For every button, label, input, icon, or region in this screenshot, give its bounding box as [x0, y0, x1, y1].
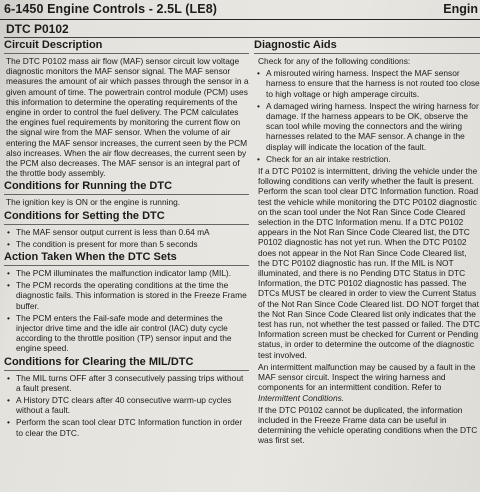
left-column — [4, 38, 249, 440]
conditions-clearing-heading: Conditions for Clearing the MIL/DTC — [4, 356, 249, 371]
action-taken-heading: Action Taken When the DTC Sets — [4, 251, 249, 266]
bullet-icon: • — [7, 226, 10, 237]
bullet-icon: • — [257, 100, 260, 111]
bullet-icon: • — [7, 372, 10, 383]
diagnostic-aids-intro: Check for any of the following conditions: — [258, 56, 411, 66]
diagnostic-aids-list — [254, 68, 480, 164]
circuit-description-text: The DTC P0102 mass air flow (MAF) sensor circuit low voltage diagnostic monitors the MAF sensor signal. The MAF sensor measures the amount of air which passes through the sensor in a given amount of time. The powertrain control module (PCM) uses this information to determine the operating requirements of the engine in order to control the fuel delivery. The PCM calculates the engines fuel requirements by monitoring the current flow on the signal wire from the MAF sensor. When the volume of air entering the MAF sensor increases, the current seen by the PCM also increases. When the air flow decreases, the current seen by the PCM also decreases. The MAF sensor is an integral part of the throttle body assembly. — [6, 56, 249, 179]
header-right-title: Engin — [443, 2, 478, 16]
list-item: • The MIL turns OFF after 3 consecutively passing trips without a fault present. — [7, 372, 244, 393]
right-column — [254, 38, 480, 448]
intermittent-fault-paragraph: An intermittent malfunction may be caused by a fault in the MAF sensor circuit. Inspect the wiring harness and components for an intermittent condition. Refer to Intermittent Conditions. — [258, 361, 476, 403]
conditions-setting-heading: Conditions for Setting the DTC — [4, 210, 249, 225]
bullet-icon: • — [257, 153, 260, 164]
diagnostic-aids-heading: Diagnostic Aids — [254, 39, 480, 54]
list-item: • The condition is present for more than 5 seconds — [7, 238, 198, 249]
list-item: • Perform the scan tool clear DTC Information function in order to clear the DTC. — [7, 417, 243, 438]
conditions-running-text: The ignition key is ON or the engine is running. — [6, 197, 181, 208]
list-item: • The PCM records the operating conditions at the time the diagnostic fails. This information is stored in the Freeze Frame buffer. — [7, 280, 247, 311]
bullet-icon: • — [7, 238, 10, 249]
bullet-icon: • — [7, 280, 10, 291]
conditions-clearing-list — [4, 373, 249, 438]
bullet-icon: • — [257, 68, 260, 79]
list-item: • The MAF sensor output current is less than 0.64 mA — [7, 226, 210, 237]
intermittent-conditions-reference: Intermittent Conditions. — [258, 392, 345, 403]
bullet-icon: • — [7, 417, 10, 428]
circuit-description-heading: Circuit Description — [4, 39, 249, 54]
dtc-title: DTC P0102 — [4, 22, 480, 38]
list-item: • A misrouted wiring harness. Inspect the MAF sensor harness to ensure that the harness is not routed too close to high voltage or high amperage circuits. — [257, 68, 480, 99]
page-header — [0, 0, 480, 20]
list-item: • The PCM illuminates the malfunction indicator lamp (MIL). — [7, 268, 232, 279]
freeze-frame-paragraph: If the DTC P0102 cannot be duplicated, the information included in the Freeze Frame data can be useful in determining the vehicle operating conditions when the DTC was first set. — [258, 404, 478, 446]
conditions-running-heading: Conditions for Running the DTC — [4, 180, 249, 195]
bullet-icon: • — [7, 312, 10, 323]
intermittent-test-paragraph: If a DTC P0102 is intermittent, driving the vehicle under the following conditions can verify whether the fault is present. Perform the scan tool clear DTC Information function. Road test the vehicle while monitoring the DTC P0102 diagnostic on the scan tool under the Not Ran Since Code Cleared selection in the DTC Information menu. If a DTC P0102 appears in the Not Ran Since Code Cleared list, the DTC P0102 diagnostic has not yet run. When the DTC P0102 does not appear in the Not Ran Since Code Cleared list, the DTC P0102 diagnostic has run. If the MIL is NOT illuminated, and there is no Pending DTC Status in DTC Information, the DTC P0102 diagnostic has passed. The DTCs MUST be cleared in order to view the Current Status of the Not Ran Since Code Cleared list. DO NOT forget that the Not Ran Since Code Cleared list only indicates that the test has run, not whether the test passed or failed. The DTC Information screen must be checked for Current or Pending status, in order to determine the outcome of the diagnostic test involved. — [258, 166, 480, 360]
conditions-setting-list — [4, 227, 249, 249]
list-item: • A damaged wiring harness. Inspect the wiring harness for damage. If the harness appears to be OK, observe the scan tool while moving the connectors and the wiring harnesses related to the MAF sensor. A change in the display will indicate the location of the fault. — [257, 100, 479, 152]
list-item: • The PCM enters the Fail-safe mode and determines the injector drive time and the idle air control (IAC) duty cycle according to the throttle position (TP) sensor input and the engine speed. — [7, 312, 232, 354]
list-item: • A History DTC clears after 40 consecutive warm-up cycles without a fault. — [7, 395, 232, 416]
header-section-title: 6-1450 Engine Controls - 2.5L (LE8) — [4, 2, 218, 16]
action-taken-list — [4, 268, 249, 354]
bullet-icon: • — [7, 268, 10, 279]
bullet-icon: • — [7, 395, 10, 406]
list-item: • Check for an air intake restriction. — [257, 153, 391, 164]
